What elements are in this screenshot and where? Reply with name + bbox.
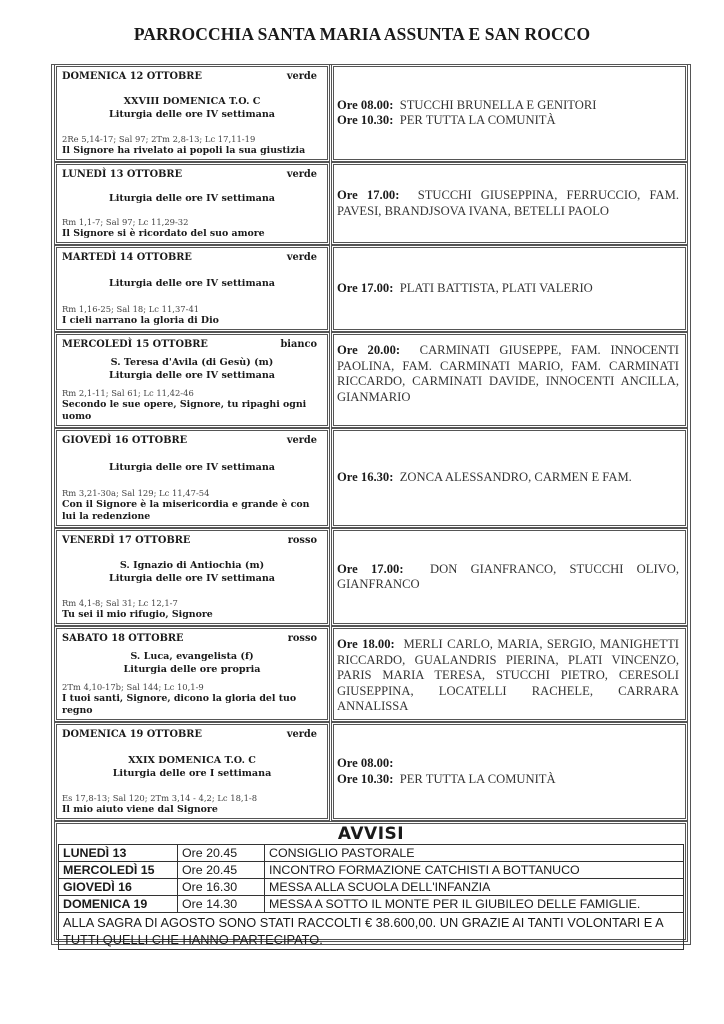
intention-names: ZONCA ALESSANDRO, CARMEN E FAM. <box>399 470 632 485</box>
liturgy-hours-label: Liturgia delle ore IV settimana <box>108 109 276 120</box>
avvisi-table <box>58 844 684 950</box>
readings: Rm 4,1-8; Sal 31; Lc 12,1-7 <box>62 598 178 608</box>
day-row <box>54 626 688 722</box>
psalm-refrain: Secondo le sue opere, Signore, tu ripaghi ogni uomo <box>62 399 307 422</box>
psalm-refrain: Il Signore si è ricordato del suo amore <box>62 228 265 239</box>
avviso-note: ALLA SAGRA DI AGOSTO SONO STATI RACCOLTI € 38.600,00. UN GRAZIE AI TANTI VOLONTARI E A TUTTI QUELLI CHE HANNO PARTECIPATO. <box>59 913 684 950</box>
day-row <box>54 162 688 245</box>
liturgical-color: verde <box>286 435 317 446</box>
liturgy-hours-label: Liturgia delle ore IV settimana <box>108 193 276 204</box>
liturgical-color: verde <box>286 252 317 263</box>
liturgy-cell <box>54 162 330 245</box>
mass-intentions-cell <box>331 245 688 332</box>
feast-name: S. Teresa d'Avila (di Gesù) (m) <box>110 357 274 368</box>
psalm-refrain: I tuoi santi, Signore, dicono la gloria del tuo regno <box>62 693 297 716</box>
avviso-time: Ore 20.45 <box>178 845 265 862</box>
liturgy-cell <box>54 64 330 162</box>
readings: Rm 1,16-25; Sal 18; Lc 11,37-41 <box>62 304 200 314</box>
psalm-refrain: I cieli narrano la gloria di Dio <box>62 315 219 326</box>
readings: Es 17,8-13; Sal 120; 2Tm 3,14 - 4,2; Lc 18,1-8 <box>62 793 258 803</box>
mass-time: Ore 10.30: <box>337 113 394 127</box>
day-label: SABATO 18 OTTOBRE <box>62 633 184 644</box>
liturgy-hours-label: Liturgia delle ore IV settimana <box>108 370 276 381</box>
feast-name: XXVIII DOMENICA T.O. C <box>123 96 261 107</box>
liturgy-cell <box>54 528 330 626</box>
mass-intentions-cell <box>331 332 688 428</box>
liturgy-hours-label: Liturgia delle ore IV settimana <box>108 573 276 584</box>
mass-time: Ore 08.00: <box>337 97 394 112</box>
mass-intentions-cell <box>331 64 688 162</box>
day-row <box>54 245 688 332</box>
mass-time: Ore 17.00: <box>337 280 394 295</box>
mass-time: Ore 17.00: <box>337 188 400 202</box>
avviso-time: Ore 20.45 <box>178 862 265 879</box>
avviso-row <box>59 896 684 913</box>
liturgy-hours-label: Liturgia delle ore IV settimana <box>108 278 276 289</box>
avviso-row <box>59 879 684 896</box>
day-row <box>54 332 688 428</box>
liturgical-color: verde <box>286 169 317 180</box>
intention-names: MERLI CARLO, MARIA, SERGIO, MANIGHETTI RICCARDO, GUALANDRIS PIERINA, PLATI VINCENZO, PARIS MARIA TERESA, STUCCHI PIETRO, CERESOLI GIUSEPPINA, LOCATELLI RACHELE, CARRARA ANNALISSA <box>337 637 679 713</box>
avviso-note-row <box>59 913 684 950</box>
liturgy-hours-label: Liturgia delle ore I settimana <box>112 767 272 779</box>
avviso-row <box>59 862 684 879</box>
feast-name: XXIX DOMENICA T.O. C <box>128 754 256 766</box>
liturgy-cell <box>54 428 330 528</box>
mass-intention <box>337 470 679 486</box>
intention-names: STUCCHI GIUSEPPINA, FERRUCCIO, FAM. PAVESI, BRANDJSOVA IVANA, BETELLI PAOLO <box>337 188 679 218</box>
avviso-text: MESSA ALLA SCUOLA DELL'INFANZIA <box>265 879 684 896</box>
avviso-day: DOMENICA 19 <box>59 896 178 913</box>
day-label: DOMENICA 12 OTTOBRE <box>62 71 202 82</box>
day-label: MARTEDÌ 14 OTTOBRE <box>62 252 192 263</box>
day-row <box>54 428 688 528</box>
liturgical-color: rosso <box>287 633 317 644</box>
day-label: MERCOLEDÌ 15 OTTOBRE <box>62 339 208 350</box>
page-title: PARROCCHIA SANTA MARIA ASSUNTA E SAN ROCCO <box>133 24 591 44</box>
avviso-day: GIOVEDÌ 16 <box>59 879 178 896</box>
feast-name: S. Luca, evangelista (f) <box>130 651 254 662</box>
liturgical-color: rosso <box>287 535 317 546</box>
day-label: VENERDÌ 17 OTTOBRE <box>62 535 191 546</box>
mass-intentions-cell <box>331 162 688 245</box>
liturgy-hours-label: Liturgia delle ore propria <box>123 664 261 675</box>
avviso-text: INCONTRO FORMAZIONE CATCHISTI A BOTTANUCO <box>265 862 684 879</box>
liturgical-color: verde <box>286 729 317 740</box>
liturgy-cell <box>54 245 330 332</box>
readings: Rm 1,1-7; Sal 97; Lc 11,29-32 <box>62 217 189 227</box>
liturgy-cell <box>54 332 330 428</box>
mass-time: Ore 17.00: <box>337 561 404 576</box>
liturgy-cell <box>54 626 330 722</box>
intention-names: STUCCHI BRUNELLA E GENITORI <box>399 97 597 112</box>
psalm-refrain: Il Signore ha rivelato ai popoli la sua giustizia <box>62 145 306 156</box>
mass-intentions-cell <box>331 722 688 821</box>
day-row <box>54 64 688 162</box>
feast-name: S. Ignazio di Antiochia (m) <box>119 560 265 571</box>
mass-intention <box>337 98 679 114</box>
avvisi-section <box>54 821 688 947</box>
avviso-text: CONSIGLIO PASTORALE <box>265 845 684 862</box>
avviso-row <box>59 845 684 862</box>
liturgical-color: verde <box>286 71 317 82</box>
intention-names: DON GIANFRANCO, STUCCHI OLIVO, GIANFRANCO <box>337 561 679 591</box>
mass-intention <box>337 637 679 715</box>
psalm-refrain: Il mio aiuto viene dal Signore <box>62 804 218 815</box>
mass-time: Ore 18.00: <box>337 637 395 651</box>
mass-intentions-cell <box>331 626 688 722</box>
mass-intention <box>337 113 679 129</box>
day-label: DOMENICA 19 OTTOBRE <box>62 729 202 740</box>
intention-names: PER TUTTA LA COMUNITÀ <box>399 771 556 786</box>
psalm-refrain: Con il Signore è la misericordia e grande è con lui la redenzione <box>62 499 310 522</box>
mass-time: Ore 16.30: <box>337 470 394 485</box>
day-row <box>54 722 688 821</box>
mass-time: Ore 08.00: <box>337 756 394 770</box>
avviso-day: LUNEDÌ 13 <box>59 845 178 862</box>
liturgy-cell <box>54 722 330 821</box>
mass-intentions-cell <box>331 428 688 528</box>
readings: 2Tm 4,10-17b; Sal 144; Lc 10,1-9 <box>62 682 204 692</box>
liturgy-hours-label: Liturgia delle ore IV settimana <box>108 461 276 473</box>
day-label: LUNEDÌ 13 OTTOBRE <box>62 169 183 180</box>
mass-time: Ore 10.30: <box>337 771 394 786</box>
day-label: GIOVEDÌ 16 OTTOBRE <box>62 435 188 446</box>
mass-intention <box>337 772 679 788</box>
mass-time: Ore 20.00: <box>337 343 401 357</box>
mass-intentions-cell <box>331 528 688 626</box>
avviso-time: Ore 16.30 <box>178 879 265 896</box>
intention-names: PLATI BATTISTA, PLATI VALERIO <box>399 280 593 295</box>
mass-intention <box>337 562 679 593</box>
readings: Rm 2,1-11; Sal 61; Lc 11,42-46 <box>62 388 194 398</box>
intention-names: CARMINATI GIUSEPPE, FAM. INNOCENTI PAOLINA, FAM. CARMINATI MARIO, FAM. CARMINATI RICCARDO, CARMINATI DAVIDE, INNOCENTI ANCILLA, GIANMARIO <box>337 343 680 404</box>
readings: 2Re 5,14-17; Sal 97; 2Tm 2,8-13; Lc 17,11-19 <box>62 134 256 144</box>
avviso-text: MESSA A SOTTO IL MONTE PER IL GIUBILEO DELLE FAMIGLIE. <box>265 896 684 913</box>
mass-intention <box>337 343 679 405</box>
intention-names: PER TUTTA LA COMUNITÀ <box>399 113 556 127</box>
day-row <box>54 528 688 626</box>
mass-intention <box>337 281 679 297</box>
avvisi-title: AVVISI <box>337 824 405 844</box>
avviso-day: MERCOLEDÌ 15 <box>59 862 178 879</box>
avviso-time: Ore 14.30 <box>178 896 265 913</box>
mass-intention <box>337 756 679 772</box>
liturgical-color: bianco <box>280 339 317 350</box>
mass-intention <box>337 188 679 219</box>
readings: Rm 3,21-30a; Sal 129; Lc 11,47-54 <box>62 488 210 498</box>
psalm-refrain: Tu sei il mio rifugio, Signore <box>62 609 213 620</box>
